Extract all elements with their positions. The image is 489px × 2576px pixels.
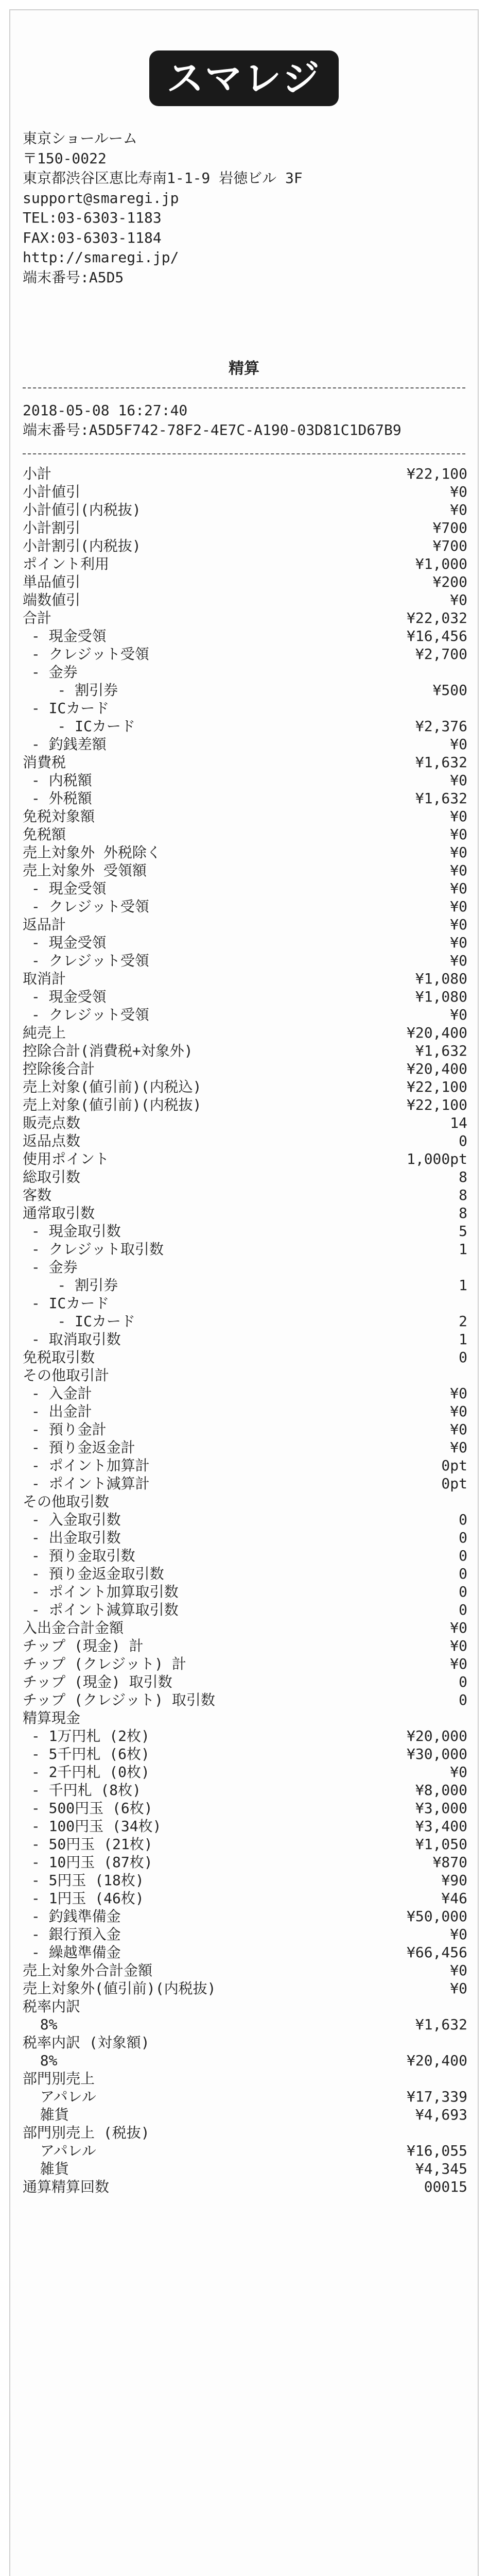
line-item-label: チップ (クレジット) 計 bbox=[23, 1655, 186, 1672]
line-item-value: ¥90 bbox=[441, 1872, 467, 1889]
line-item-value: ¥1,080 bbox=[415, 970, 467, 987]
line-item bbox=[23, 663, 467, 681]
line-item-value: ¥0 bbox=[450, 1421, 467, 1438]
line-item-value: 14 bbox=[450, 1114, 467, 1131]
line-item bbox=[23, 807, 467, 825]
line-item bbox=[23, 934, 467, 952]
line-item bbox=[23, 1312, 467, 1330]
line-item-label: - 出金計 bbox=[23, 1403, 92, 1420]
line-item bbox=[23, 1384, 467, 1402]
line-item bbox=[23, 1547, 467, 1565]
smaregi-logo: スマレジ bbox=[149, 50, 339, 106]
line-item-label: - 5円玉 (18枚) bbox=[23, 1872, 144, 1889]
line-item bbox=[23, 1745, 467, 1763]
store-url: http://smaregi.jp/ bbox=[23, 249, 179, 266]
line-item-label: 取消計 bbox=[23, 970, 66, 987]
line-item-label: - 50円玉 (21枚) bbox=[23, 1836, 153, 1853]
line-item-label: - ポイント加算計 bbox=[23, 1457, 150, 1474]
line-item-value: 0 bbox=[459, 1565, 467, 1582]
line-item-label: - ポイント減算取引数 bbox=[23, 1601, 179, 1618]
logo-area bbox=[10, 50, 478, 106]
line-item bbox=[23, 1006, 467, 1024]
line-item bbox=[23, 1204, 467, 1222]
line-item-value: ¥0 bbox=[450, 1637, 467, 1654]
line-item-label: - 入金計 bbox=[23, 1385, 92, 1402]
line-item-label: 免税額 bbox=[23, 826, 66, 843]
store-email: support@smaregi.jp bbox=[23, 189, 179, 207]
line-item bbox=[23, 717, 467, 735]
line-item-label: - 金券 bbox=[23, 1259, 78, 1276]
line-item-value: ¥0 bbox=[450, 898, 467, 915]
line-item bbox=[23, 465, 467, 483]
line-item-value: ¥22,100 bbox=[406, 465, 467, 482]
line-item-value: 0 bbox=[459, 1673, 467, 1690]
line-item-label: - 釣銭準備金 bbox=[23, 1908, 121, 1925]
line-item-label: 免税取引数 bbox=[23, 1349, 95, 1366]
line-item-label: 免税対象額 bbox=[23, 808, 95, 825]
line-item bbox=[23, 1871, 467, 1889]
line-item bbox=[23, 1799, 467, 1817]
store-address: 東京都渋谷区恵比寿南1-1-9 岩徳ビル 3F bbox=[23, 170, 303, 187]
line-item-value: ¥0 bbox=[450, 1385, 467, 1402]
line-item bbox=[23, 771, 467, 789]
line-item-label: 部門別売上 (税抜) bbox=[23, 2124, 150, 2141]
line-item-value: ¥700 bbox=[432, 537, 467, 554]
line-item-label: 総取引数 bbox=[23, 1168, 81, 1185]
line-item-value: ¥22,100 bbox=[406, 1096, 467, 1113]
line-item-label: - 千円札 (8枚) bbox=[23, 1782, 142, 1799]
line-item-label: 通常取引数 bbox=[23, 1205, 95, 1222]
line-item-value: ¥3,000 bbox=[415, 1800, 467, 1817]
line-item-label: - ICカード bbox=[23, 718, 135, 735]
line-item-label: 販売点数 bbox=[23, 1114, 81, 1131]
line-item-label: - 外税額 bbox=[23, 790, 92, 807]
line-item-label: 雑貨 bbox=[23, 2106, 69, 2123]
line-item-label: 8% bbox=[23, 2016, 58, 2033]
line-item bbox=[23, 2106, 467, 2124]
line-item-label: 控除合計(消費税+対象外) bbox=[23, 1042, 193, 1059]
line-item-label: 合計 bbox=[23, 609, 52, 626]
line-item-value: ¥22,032 bbox=[406, 609, 467, 626]
line-item-label: - ポイント加算取引数 bbox=[23, 1583, 179, 1600]
line-item-value: ¥0 bbox=[450, 1006, 467, 1023]
line-item-value: 00015 bbox=[424, 2178, 467, 2195]
line-item-value: 1,000pt bbox=[406, 1150, 467, 1167]
line-item-value: ¥0 bbox=[450, 736, 467, 753]
store-info bbox=[23, 129, 465, 287]
line-item-value: ¥20,400 bbox=[406, 1060, 467, 1077]
line-item-label: - 2千円札 (0枚) bbox=[23, 1764, 150, 1781]
line-item-label: その他取引数 bbox=[23, 1493, 110, 1510]
line-item-value: ¥4,345 bbox=[415, 2160, 467, 2177]
receipt-title: 精算 bbox=[229, 360, 259, 378]
line-item-value: 0 bbox=[459, 1691, 467, 1708]
line-item-label: - 10円玉 (87枚) bbox=[23, 1854, 153, 1871]
line-item-label: - 1万円札 (2枚) bbox=[23, 1727, 150, 1744]
line-item-label: - 現金取引数 bbox=[23, 1223, 121, 1240]
line-item bbox=[23, 735, 467, 753]
line-item bbox=[23, 970, 467, 988]
line-item bbox=[23, 861, 467, 879]
line-item-value: 0 bbox=[459, 1511, 467, 1528]
line-item-label: 小計割引(内税抜) bbox=[23, 537, 141, 554]
line-item-label: 小計値引 bbox=[23, 483, 81, 500]
line-item bbox=[23, 2142, 467, 2160]
line-item-value: ¥16,055 bbox=[406, 2142, 467, 2159]
line-item-label: - クレジット取引数 bbox=[23, 1241, 164, 1258]
line-item bbox=[23, 573, 467, 591]
line-item-value: ¥1,632 bbox=[415, 754, 467, 771]
line-item-label: 返品点数 bbox=[23, 1132, 81, 1149]
line-item bbox=[23, 2160, 467, 2178]
store-fax: FAX:03-6303-1184 bbox=[23, 229, 162, 246]
line-item-label: 売上対象外 受領額 bbox=[23, 862, 147, 879]
terminal-id: 端末番号:A5D5F742-78F2-4E7C-A190-03D81C1D67B9 bbox=[23, 421, 401, 438]
line-item bbox=[23, 1258, 467, 1276]
line-item-label: 売上対象外 外税除く bbox=[23, 844, 161, 861]
receipt bbox=[9, 9, 479, 2576]
line-item-label: - 銀行預入金 bbox=[23, 1926, 121, 1943]
divider-top bbox=[23, 387, 465, 388]
line-item-label: 消費税 bbox=[23, 754, 66, 771]
line-item bbox=[23, 1132, 467, 1150]
line-item-label: - 釣銭差額 bbox=[23, 736, 107, 753]
line-item-label: その他取引計 bbox=[23, 1367, 110, 1384]
line-item-label: 部門別売上 bbox=[23, 2070, 95, 2087]
line-item bbox=[23, 591, 467, 609]
line-item-value: 1 bbox=[459, 1331, 467, 1348]
store-tel: TEL:03-6303-1183 bbox=[23, 209, 162, 226]
line-item bbox=[23, 1240, 467, 1258]
line-item bbox=[23, 1456, 467, 1475]
line-item-label: - ICカード bbox=[23, 700, 110, 717]
line-item-value: ¥0 bbox=[450, 952, 467, 969]
line-item bbox=[23, 1817, 467, 1835]
line-item-label: - クレジット受領 bbox=[23, 898, 149, 915]
line-item-value: ¥0 bbox=[450, 1980, 467, 1997]
line-item bbox=[23, 916, 467, 934]
line-item bbox=[23, 1889, 467, 1907]
line-item-value: ¥0 bbox=[450, 934, 467, 951]
line-item-label: 小計割引 bbox=[23, 519, 81, 536]
line-item bbox=[23, 501, 467, 519]
line-item bbox=[23, 843, 467, 861]
line-item-label: - 割引券 bbox=[23, 682, 118, 699]
line-item bbox=[23, 627, 467, 645]
line-item-value: 0 bbox=[459, 1132, 467, 1149]
store-name: 東京ショールーム bbox=[23, 130, 137, 147]
line-item bbox=[23, 2070, 467, 2088]
line-item-label: - クレジット受領 bbox=[23, 646, 149, 663]
line-item-label: - 預り金返金取引数 bbox=[23, 1565, 164, 1582]
line-item-value: 8 bbox=[459, 1187, 467, 1204]
line-item-value: 1 bbox=[459, 1277, 467, 1294]
line-item-label: - 現金受領 bbox=[23, 934, 107, 951]
line-item-label: 端数値引 bbox=[23, 591, 81, 608]
line-item bbox=[23, 609, 467, 627]
line-item-value: 1 bbox=[459, 1241, 467, 1258]
line-item-label: - 割引券 bbox=[23, 1277, 118, 1294]
line-item-label: - 入金取引数 bbox=[23, 1511, 121, 1528]
line-item bbox=[23, 645, 467, 663]
line-item-value: ¥1,050 bbox=[415, 1836, 467, 1853]
line-item-label: - 預り金返金計 bbox=[23, 1439, 135, 1456]
line-item-label: 小計 bbox=[23, 465, 52, 482]
line-item-label: 精算現金 bbox=[23, 1709, 81, 1726]
line-item-label: チップ (クレジット) 取引数 bbox=[23, 1691, 215, 1708]
line-item-value: ¥0 bbox=[450, 1403, 467, 1420]
line-item-value: 5 bbox=[459, 1223, 467, 1240]
line-item-value: 0 bbox=[459, 1547, 467, 1564]
line-item-value: ¥0 bbox=[450, 1764, 467, 1781]
line-item bbox=[23, 1475, 467, 1493]
line-item-label: - 現金受領 bbox=[23, 988, 107, 1005]
line-item bbox=[23, 1763, 467, 1781]
line-item-label: 通算精算回数 bbox=[23, 2178, 110, 2195]
line-item-label: チップ (現金) 計 bbox=[23, 1637, 144, 1654]
line-item-label: - 100円玉 (34枚) bbox=[23, 1818, 162, 1835]
line-item bbox=[23, 1511, 467, 1529]
line-item bbox=[23, 1583, 467, 1601]
line-item-label: 返品計 bbox=[23, 916, 66, 933]
line-item bbox=[23, 1997, 467, 2015]
line-item-value: ¥700 bbox=[432, 519, 467, 536]
line-item bbox=[23, 1601, 467, 1619]
line-item bbox=[23, 825, 467, 843]
line-item-label: - ICカード bbox=[23, 1295, 110, 1312]
line-item bbox=[23, 1222, 467, 1240]
line-item-value: 0 bbox=[459, 1583, 467, 1600]
line-item-label: 売上対象(値引前)(内税抜) bbox=[23, 1096, 202, 1113]
line-item-value: ¥0 bbox=[450, 1655, 467, 1672]
line-item bbox=[23, 1835, 467, 1853]
line-item-label: - 現金受領 bbox=[23, 880, 107, 897]
line-item-label: - 500円玉 (6枚) bbox=[23, 1800, 153, 1817]
line-item-value: ¥66,456 bbox=[406, 1944, 467, 1961]
line-item bbox=[23, 1925, 467, 1943]
line-item bbox=[23, 1709, 467, 1727]
line-item-label: 売上対象外(値引前)(内税抜) bbox=[23, 1980, 216, 1997]
divider-items bbox=[23, 453, 465, 454]
line-item-value: ¥0 bbox=[450, 880, 467, 897]
line-item-label: 純売上 bbox=[23, 1024, 66, 1041]
line-item-value: ¥3,400 bbox=[415, 1818, 467, 1835]
line-item-label: - ポイント減算計 bbox=[23, 1475, 150, 1492]
line-item bbox=[23, 1168, 467, 1186]
line-item-value: ¥0 bbox=[450, 1962, 467, 1979]
line-item-label: 税率内訳 bbox=[23, 1998, 81, 2015]
line-item bbox=[23, 1024, 467, 1042]
line-item-value: ¥50,000 bbox=[406, 1908, 467, 1925]
line-item-value: ¥1,000 bbox=[415, 555, 467, 572]
line-item-value: ¥22,100 bbox=[406, 1078, 467, 1095]
line-item bbox=[23, 1727, 467, 1745]
line-item-value: ¥1,632 bbox=[415, 2016, 467, 2033]
line-item-value: ¥20,400 bbox=[406, 2052, 467, 2069]
line-item-label: - 取消取引数 bbox=[23, 1331, 121, 1348]
line-item-value: 8 bbox=[459, 1168, 467, 1185]
line-item-value: ¥0 bbox=[450, 808, 467, 825]
line-item-value: ¥500 bbox=[432, 682, 467, 699]
line-item-value: ¥0 bbox=[450, 826, 467, 843]
line-item bbox=[23, 2015, 467, 2033]
line-item bbox=[23, 1438, 467, 1456]
line-item bbox=[23, 519, 467, 537]
line-item-value: ¥0 bbox=[450, 1926, 467, 1943]
line-item bbox=[23, 1402, 467, 1420]
line-item-value: ¥20,000 bbox=[406, 1727, 467, 1744]
line-item bbox=[23, 753, 467, 771]
line-item bbox=[23, 1078, 467, 1096]
line-item bbox=[23, 1529, 467, 1547]
line-item-value: ¥4,693 bbox=[415, 2106, 467, 2123]
line-item bbox=[23, 1637, 467, 1655]
line-item-label: - 1円玉 (46枚) bbox=[23, 1890, 144, 1907]
line-item-value: ¥1,632 bbox=[415, 1042, 467, 1059]
line-item bbox=[23, 555, 467, 573]
line-item bbox=[23, 1276, 467, 1294]
line-item bbox=[23, 1619, 467, 1637]
line-item-label: 税率内訳 (対象額) bbox=[23, 2034, 150, 2051]
line-item-label: - ICカード bbox=[23, 1313, 135, 1330]
line-item-value: ¥46 bbox=[441, 1890, 467, 1907]
line-item bbox=[23, 1348, 467, 1366]
line-item bbox=[23, 2052, 467, 2070]
line-item-value: 0 bbox=[459, 1349, 467, 1366]
line-item bbox=[23, 1420, 467, 1438]
line-item bbox=[23, 1673, 467, 1691]
line-item-value: ¥0 bbox=[450, 916, 467, 933]
store-terminal: 端末番号:A5D5 bbox=[23, 268, 124, 286]
line-item-value: ¥0 bbox=[450, 501, 467, 518]
line-item bbox=[23, 1907, 467, 1925]
line-item-label: - クレジット受領 bbox=[23, 952, 149, 969]
line-item-label: ポイント利用 bbox=[23, 555, 110, 572]
line-item-label: 売上対象外合計金額 bbox=[23, 1962, 153, 1979]
line-item-label: - 内税額 bbox=[23, 772, 92, 789]
line-item bbox=[23, 1691, 467, 1709]
line-item-value: ¥200 bbox=[432, 573, 467, 590]
line-item-label: アパレル bbox=[23, 2142, 96, 2159]
line-item-label: - クレジット受領 bbox=[23, 1006, 149, 1023]
line-item bbox=[23, 952, 467, 970]
line-item-label: 8% bbox=[23, 2052, 58, 2069]
line-item-value: ¥0 bbox=[450, 591, 467, 608]
line-item bbox=[23, 1060, 467, 1078]
line-item-label: - 預り金取引数 bbox=[23, 1547, 135, 1564]
line-item-label: 控除後合計 bbox=[23, 1060, 95, 1077]
line-item-label: 使用ポイント bbox=[23, 1150, 110, 1167]
line-item-label: 売上対象(値引前)(内税込) bbox=[23, 1078, 202, 1095]
line-item bbox=[23, 789, 467, 807]
line-item-value: 2 bbox=[459, 1313, 467, 1330]
line-item-label: 客数 bbox=[23, 1187, 52, 1204]
line-item-value: ¥0 bbox=[450, 1439, 467, 1456]
line-item bbox=[23, 1366, 467, 1384]
line-item bbox=[23, 1493, 467, 1511]
line-item bbox=[23, 1781, 467, 1799]
line-item-value: ¥870 bbox=[432, 1854, 467, 1871]
line-item-label: - 繰越準備金 bbox=[23, 1944, 121, 1961]
line-item-value: ¥0 bbox=[450, 1619, 467, 1636]
line-item-label: 雑貨 bbox=[23, 2160, 69, 2177]
line-item bbox=[23, 483, 467, 501]
line-item bbox=[23, 2088, 467, 2106]
line-item bbox=[23, 1186, 467, 1204]
line-item bbox=[23, 1655, 467, 1673]
line-item-value: ¥17,339 bbox=[406, 2088, 467, 2105]
line-item bbox=[23, 1979, 467, 1997]
line-item-value: ¥1,632 bbox=[415, 790, 467, 807]
line-item-label: チップ (現金) 取引数 bbox=[23, 1673, 172, 1690]
line-item-value: ¥0 bbox=[450, 862, 467, 879]
line-item bbox=[23, 879, 467, 897]
line-item-value: ¥2,376 bbox=[415, 718, 467, 735]
settlement-items bbox=[23, 465, 467, 2196]
line-item bbox=[23, 1330, 467, 1348]
line-item-label: 入出金合計金額 bbox=[23, 1619, 124, 1636]
line-item bbox=[23, 1943, 467, 1961]
line-item bbox=[23, 1294, 467, 1312]
line-item-value: ¥20,400 bbox=[406, 1024, 467, 1041]
line-item bbox=[23, 2124, 467, 2142]
line-item-label: 小計値引(内税抜) bbox=[23, 501, 141, 518]
line-item-value: 8 bbox=[459, 1205, 467, 1222]
line-item-value: 0pt bbox=[441, 1457, 467, 1474]
line-item-value: 0pt bbox=[441, 1475, 467, 1492]
line-item-value: 0 bbox=[459, 1529, 467, 1546]
line-item-label: - 5千円札 (6枚) bbox=[23, 1745, 150, 1762]
line-item-value: ¥0 bbox=[450, 483, 467, 500]
store-postal: 〒150-0022 bbox=[23, 149, 107, 167]
line-item bbox=[23, 1853, 467, 1871]
line-item bbox=[23, 1042, 467, 1060]
line-item bbox=[23, 1961, 467, 1979]
line-item bbox=[23, 2033, 467, 2052]
line-item-value: ¥0 bbox=[450, 772, 467, 789]
line-item bbox=[23, 2178, 467, 2196]
line-item bbox=[23, 1150, 467, 1168]
line-item-label: - 出金取引数 bbox=[23, 1529, 121, 1546]
line-item bbox=[23, 988, 467, 1006]
line-item-value: ¥0 bbox=[450, 844, 467, 861]
line-item-value: ¥30,000 bbox=[406, 1745, 467, 1762]
line-item bbox=[23, 897, 467, 916]
line-item-label: 単品値引 bbox=[23, 573, 81, 590]
line-item bbox=[23, 1114, 467, 1132]
line-item-label: - 現金受領 bbox=[23, 628, 107, 645]
line-item-label: アパレル bbox=[23, 2088, 96, 2105]
line-item bbox=[23, 537, 467, 555]
line-item bbox=[23, 699, 467, 717]
line-item-label: - 預り金計 bbox=[23, 1421, 107, 1438]
receipt-datetime: 2018-05-08 16:27:40 bbox=[23, 402, 188, 419]
line-item-value: ¥1,080 bbox=[415, 988, 467, 1005]
line-item-label: - 金券 bbox=[23, 664, 78, 681]
line-item-value: ¥8,000 bbox=[415, 1782, 467, 1799]
line-item bbox=[23, 1565, 467, 1583]
line-item-value: 0 bbox=[459, 1601, 467, 1618]
receipt-meta bbox=[23, 401, 465, 440]
line-item-value: ¥16,456 bbox=[406, 628, 467, 645]
line-item-value: ¥2,700 bbox=[415, 646, 467, 663]
line-item bbox=[23, 681, 467, 699]
line-item bbox=[23, 1096, 467, 1114]
